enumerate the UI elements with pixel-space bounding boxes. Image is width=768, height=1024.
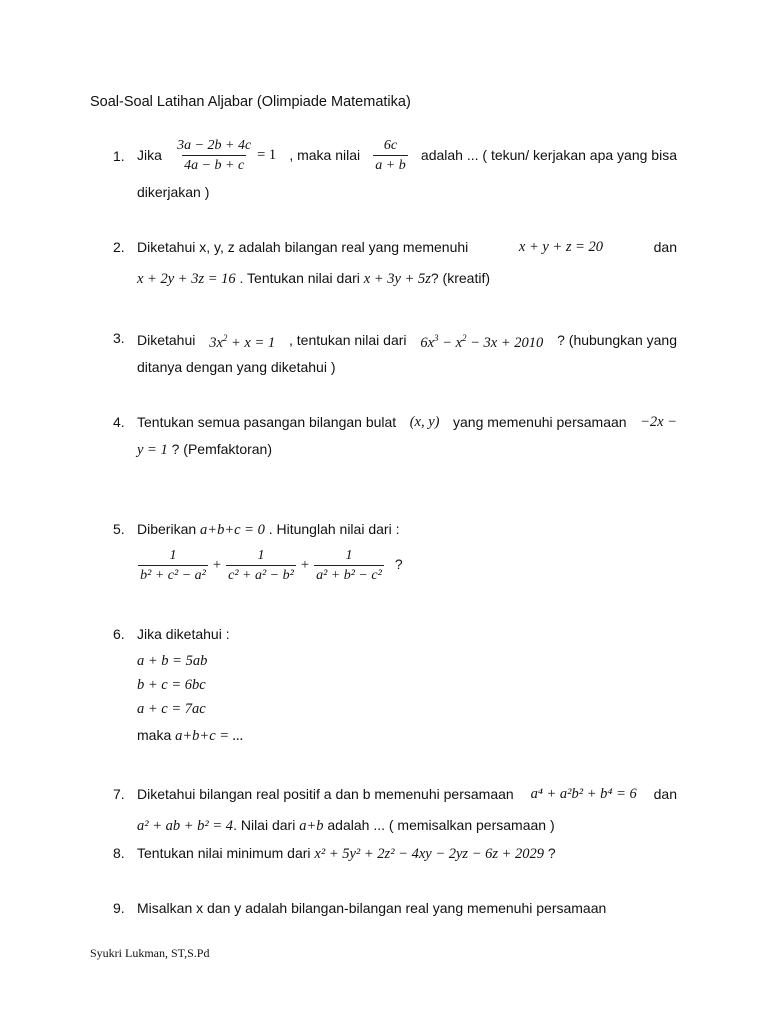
- question-8: [113, 843, 677, 867]
- question-2: [113, 237, 677, 293]
- text: Jika: [137, 147, 162, 163]
- text: ?: [547, 845, 556, 861]
- math-expression: x + 3y + 5z: [363, 271, 431, 287]
- question-number: 2.: [113, 239, 125, 255]
- text: Diberikan: [137, 521, 197, 537]
- math-expression: a² + ab + b² = 4: [137, 818, 234, 834]
- text: . Hitunglah nilai dari :: [268, 521, 400, 537]
- question-3: [113, 328, 677, 384]
- fraction-sum: $\frac{1}{\text{b² + c² − a²}}$ + $\frac{1}{\text{c² + a² − b²}}$ + $\frac{1}{\text{a² + b² − c²}}$ ?: [140, 548, 403, 583]
- text: dikerjakan ): [137, 184, 210, 200]
- page-title: Soal-Soal Latihan Aljabar (Olimpiade Matematika): [90, 94, 411, 110]
- question-number: 5.: [113, 521, 125, 537]
- math-expression: a+b+c = ...: [175, 728, 244, 744]
- equation: a + c = 7ac: [137, 701, 206, 717]
- equation: a + b = 5ab: [137, 653, 208, 669]
- text: ? (Pemfaktoran): [171, 441, 272, 457]
- question-9: [113, 898, 677, 922]
- question-7: [113, 784, 677, 840]
- equation-part: = 1: [257, 146, 277, 163]
- footer-author: Syukri Lukman, ST,S.Pd: [90, 946, 210, 960]
- math-expression: −2x −: [640, 414, 677, 430]
- text: Diketahui bilangan real positif a dan b memenuhi persamaan: [137, 786, 514, 802]
- text: ? (hubungkan yang: [557, 332, 677, 349]
- text: adalah ... ( tekun/ kerjakan apa yang bisa: [420, 147, 677, 163]
- fraction-1: $\frac{3a - 2b + 4c}{4a - b + c}$: [177, 137, 252, 173]
- text: ditanya dengan yang diketahui ): [137, 359, 336, 375]
- text: . Nilai dari: [233, 817, 296, 833]
- text: Diketahui: [137, 332, 196, 349]
- math-expression: a+b: [299, 818, 324, 834]
- text: yang memenuhi persamaan: [453, 414, 627, 430]
- text: . Tentukan nilai dari: [239, 270, 360, 286]
- math-expression: $3x^2 + x = 1$: [209, 333, 276, 351]
- text: adalah ... ( memisalkan persamaan ): [327, 817, 555, 833]
- fraction-2: $\frac{6c}{a + b}$: [375, 137, 406, 173]
- question-number: 7.: [113, 786, 125, 802]
- equation: b + c = 6bc: [137, 677, 206, 693]
- question-number: 4.: [113, 414, 125, 430]
- math-expression: x + 2y + 3z = 16: [137, 271, 236, 287]
- question-number: 9.: [113, 900, 125, 916]
- text: Tentukan semua pasangan bilangan bulat: [137, 414, 397, 430]
- text: ? (kreatif): [430, 270, 490, 286]
- text: Jika diketahui :: [137, 626, 230, 642]
- question-number: 1.: [113, 148, 125, 164]
- text: , tentukan nilai dari: [288, 332, 407, 349]
- text: Diketahui x, y, z adalah bilangan real yang memenuhi: [137, 239, 469, 255]
- question-1: [113, 134, 677, 214]
- question-number: 8.: [113, 845, 125, 861]
- math-expression: a+b+c = 0: [200, 522, 265, 538]
- math-expression: x + y + z = 20: [518, 239, 604, 255]
- text: , maka nilai: [289, 147, 361, 163]
- text: Misalkan x dan y adalah bilangan-bilangan real yang memenuhi persamaan: [137, 900, 607, 916]
- math-expression: a⁴ + a²b² + b⁴ = 6: [530, 786, 637, 802]
- question-5: [113, 519, 677, 589]
- question-number: 3.: [113, 330, 125, 346]
- math-expression: y = 1: [137, 442, 168, 458]
- text: dan: [653, 239, 677, 255]
- math-expression: x² + 5y² + 2z² − 4xy − 2yz − 6z + 2029: [314, 846, 545, 862]
- question-4: [113, 412, 677, 468]
- math-expression: $6x^3 - x^2 - 3x + 2010$: [420, 333, 544, 351]
- math-expression: (x, y): [409, 414, 440, 430]
- question-number: 6.: [113, 626, 125, 642]
- text: dan: [653, 786, 677, 802]
- question-6: [113, 624, 677, 748]
- text: maka: [137, 727, 172, 743]
- text: Tentukan nilai minimum dari: [137, 845, 311, 861]
